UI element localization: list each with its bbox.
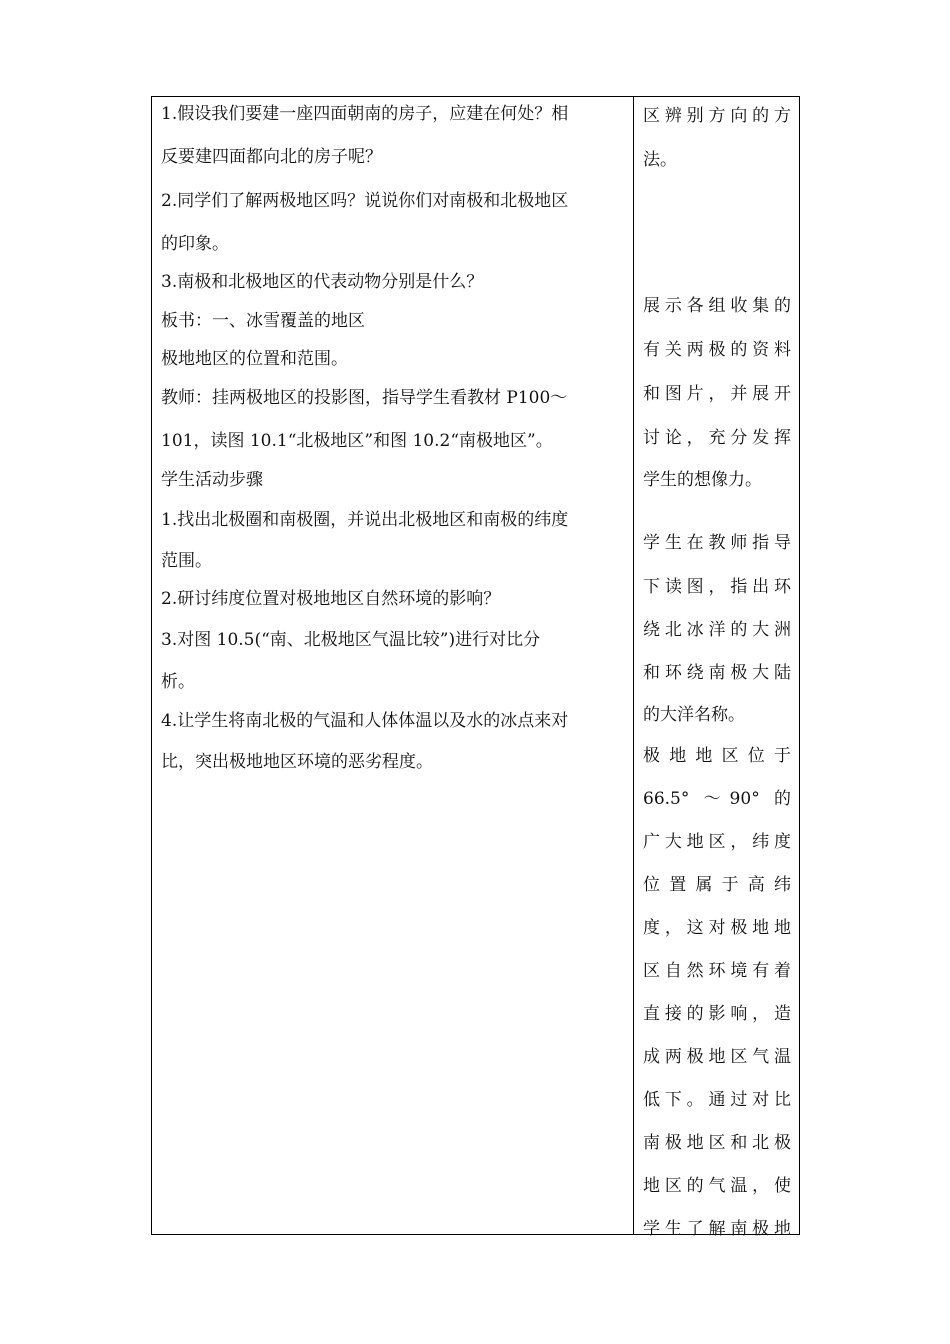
text-line: 有关两极的资料 (643, 340, 791, 360)
text-line: 板书：一、冰雪覆盖的地区 (161, 311, 365, 331)
text-line: 2.同学们了解两极地区吗？说说你们对南极和北极地区 (161, 191, 569, 211)
text-line: 区自然环境有着 (643, 961, 791, 981)
column-divider (633, 97, 634, 1234)
text-line: 比，突出极地地区环境的恶劣程度。 (161, 752, 433, 772)
text-line: 位置属于高纬 (643, 875, 791, 895)
text-line: 学生活动步骤 (161, 470, 263, 490)
text-line: 反要建四面都向北的房子呢？ (161, 147, 382, 167)
text-line: 讨论，充分发挥 (643, 428, 791, 448)
text-line: 2.研讨纬度位置对极地地区自然环境的影响？ (161, 589, 501, 609)
text-line: 学生了解南极地 (643, 1219, 791, 1239)
text-line: 学生在教师指导 (643, 533, 791, 553)
text-line: 地区的气温，使 (643, 1176, 791, 1196)
text-line: 绕北冰洋的大洲 (643, 620, 791, 640)
text-line: 析。 (161, 672, 195, 692)
text-line: 和环绕南极大陆 (643, 663, 791, 683)
text-line: 3.对图 10.5(“南、北极地区气温比较”)进行对比分 (161, 630, 541, 650)
text-line: 极地地区的位置和范围。 (161, 349, 348, 369)
text-line: 的大洋名称。 (643, 705, 745, 725)
text-line: 4.让学生将南北极的气温和人体体温以及水的冰点来对 (161, 711, 569, 731)
text-line: 南极地区和北极 (643, 1133, 791, 1153)
text-line: 广大地区，纬度 (643, 832, 791, 852)
text-line: 101，读图 10.1“北极地区”和图 10.2“南极地区”。 (161, 431, 553, 451)
text-line: 范围。 (161, 551, 212, 571)
text-line: 区辨别方向的方 (643, 106, 791, 126)
text-line: 和图片，并展开 (643, 384, 791, 404)
text-line: 展示各组收集的 (643, 296, 791, 316)
text-line: 学生的想像力。 (643, 470, 762, 490)
text-line: 法。 (643, 150, 677, 170)
lesson-plan-table (151, 96, 800, 1239)
text-line: 度，这对极地地 (643, 918, 791, 938)
text-line: 直接的影响，造 (643, 1004, 791, 1024)
text-line: 成两极地区气温 (643, 1047, 791, 1067)
text-line: 教师：挂两极地区的投影图，指导学生看教材 P100～ (161, 388, 568, 408)
text-line: 低下。通过对比 (643, 1090, 791, 1110)
text-line: 3.南极和北极地区的代表动物分别是什么？ (161, 272, 484, 292)
text-line: 1.假设我们要建一座四面朝南的房子，应建在何处？相 (161, 104, 569, 124)
text-line: 66.5° ～90° 的 (643, 789, 791, 809)
text-line: 下读图，指出环 (643, 577, 791, 597)
text-line: 1.找出北极圈和南极圈，并说出北极地区和南极的纬度 (161, 510, 569, 530)
text-line: 极地地区位于 (643, 746, 791, 766)
text-line: 的印象。 (161, 234, 229, 254)
